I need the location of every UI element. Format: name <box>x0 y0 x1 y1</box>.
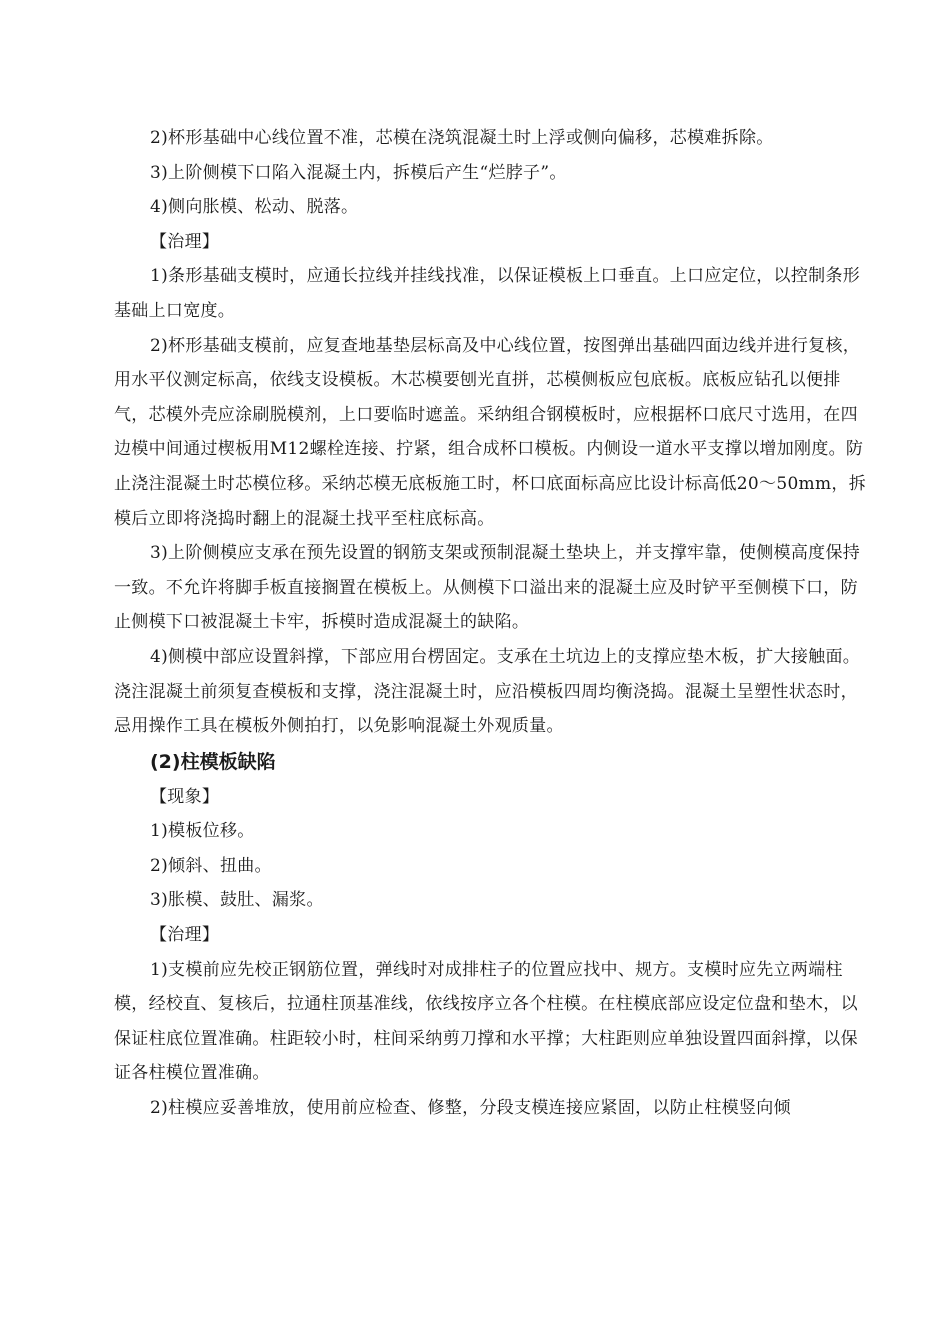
defect-item-4: 4)侧向胀模、松动、脱落。 <box>150 197 359 218</box>
page-content <box>114 121 874 1126</box>
column-treatment-item-1: 1)支模前应先校正钢筋位置，弹线时对成排柱子的位置应找中、规方。支模时应先立两端柱模，经校直、复核后，拉通柱顶基准线，依线按序立各个柱模。在柱模底部应设定位盘和垫木，以保证柱底位置准确。柱距较小时，柱间采纳剪刀撑和水平撑；大柱距则应单独设置四面斜撑，以保证各柱模位置准确。 <box>114 959 858 1084</box>
defect-item-3: 3)上阶侧模下口陷入混凝土内，拆模后产生“烂脖子”。 <box>150 162 567 183</box>
treatment-item-1: 1)条形基础支模时，应通长拉线并挂线找准，以保证模板上口垂直。上口应定位，以控制条形基础上口宽度。 <box>114 266 861 321</box>
treatment-label: 【治理】 <box>150 231 220 252</box>
column-treatment-label: 【治理】 <box>150 925 220 946</box>
column-treatment-item-2: 2)柱模应妥善堆放，使用前应检查、修整，分段支模连接应紧固，以防止柱模竖向倾 <box>150 1098 791 1119</box>
defect-item-2: 2)杯形基础中心线位置不准，芯模在浇筑混凝土时上浮或侧向偏移，芯模难拆除。 <box>150 128 774 148</box>
treatment-item-3: 3)上阶侧模应支承在预先设置的钢筋支架或预制混凝土垫块上，并支撑牢靠，使侧模高度保持一致。不允许将脚手板直接搁置在模板上。从侧模下口溢出来的混凝土应及时铲平至侧模下口，防止侧模下口被混凝土卡牢，拆模时造成混凝土的缺陷。 <box>114 543 861 633</box>
section-heading: (2)柱模板缺陷 <box>150 750 276 773</box>
phenomenon-item-2: 2)倾斜、扭曲。 <box>150 855 272 876</box>
phenomenon-label: 【现象】 <box>150 786 220 807</box>
treatment-item-4: 4)侧模中部应设置斜撑，下部应用台楞固定。支承在土坑边上的支撑应垫木板，扩大接触面。浇注混凝土前须复查模板和支撑，浇注混凝土时，应沿模板四周均衡浇捣。混凝土呈塑性状态时，忌用操作工具在模板外侧拍打，以免影响混凝土外观质量。 <box>114 646 861 737</box>
phenomenon-item-1: 1)模板位移。 <box>150 821 255 842</box>
treatment-item-2: 2)杯形基础支模前，应复查地基垫层标高及中心线位置，按图弹出基础四面边线并进行复核，用水平仪测定标高，依线支设模板。木芯模要刨光直拼，芯模侧板应包底板。底板应钻孔以便排气，芯模外壳应涂刷脱模剂，上口要临时遮盖。采纳组合钢模板时，应根据杯口底尺寸选用，在四边模中间通过楔板用M12螺栓连接、拧紧，组合成杯口模板。内侧设一道水平支撑以增加刚度。防止浇注混凝土时芯模位移。采纳芯模无底板施工时，杯口底面标高应比设计标高低20～50mm，拆模后立即将浇捣时翻上的混凝土找平至柱底标高。 <box>114 335 867 529</box>
phenomenon-item-3: 3)胀模、鼓肚、漏浆。 <box>150 890 324 911</box>
